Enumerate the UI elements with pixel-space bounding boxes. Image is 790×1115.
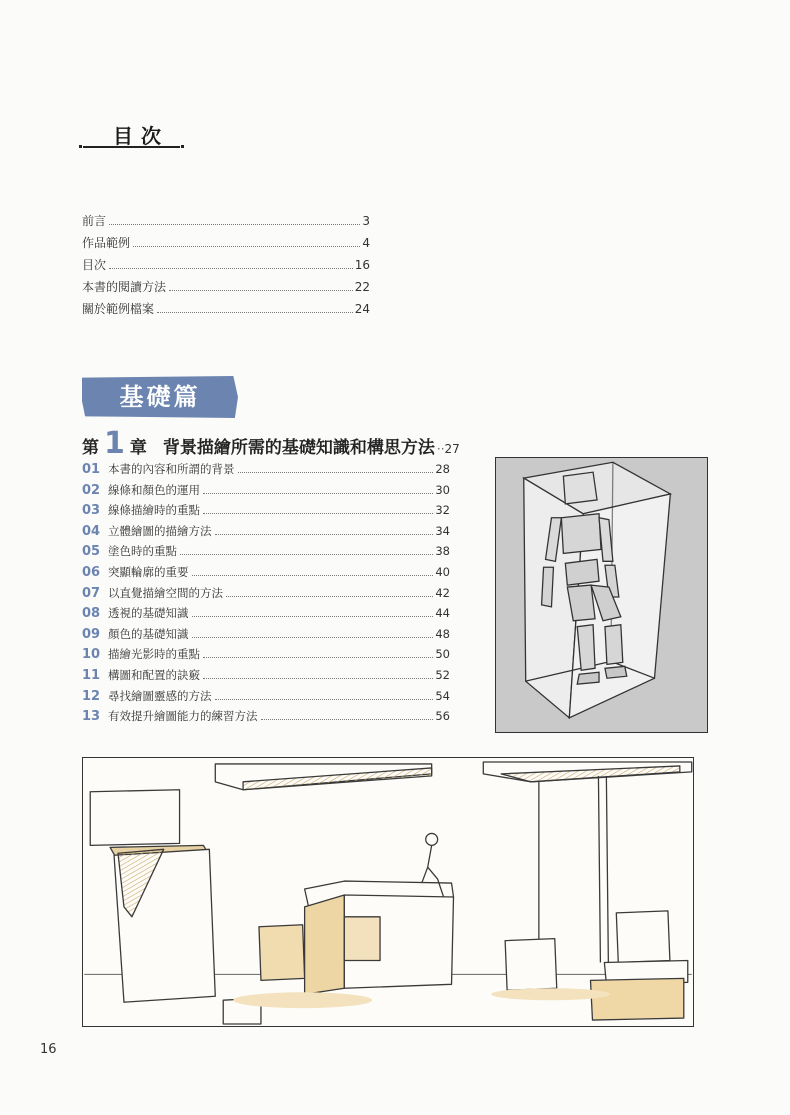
mannequin-sketch xyxy=(496,458,707,732)
item-number: 04 xyxy=(82,523,101,539)
item-label: 立體繪圖的描繪方法 xyxy=(108,523,212,538)
item-label: 線條描繪時的重點 xyxy=(108,503,200,518)
toc-item[interactable] xyxy=(82,626,450,647)
toc-entry-label: 作品範例 xyxy=(82,236,131,250)
item-label: 本書的內容和所謂的背景 xyxy=(108,462,235,476)
toc-item[interactable] xyxy=(82,482,450,503)
item-label: 線條和顏色的運用 xyxy=(108,482,200,497)
item-number: 02 xyxy=(82,482,101,498)
item-label: 突顯輪廓的重要 xyxy=(108,564,189,579)
item-number: 13 xyxy=(82,709,101,725)
mannequin-illustration xyxy=(495,457,708,733)
toc-entry-page: 24 xyxy=(354,302,370,316)
toc-item[interactable] xyxy=(82,502,450,523)
dot-leader xyxy=(192,575,434,576)
dot-leader xyxy=(203,493,433,494)
dot-leader xyxy=(215,534,434,535)
chapter-number: 1 xyxy=(104,426,125,461)
item-number: 08 xyxy=(82,606,101,622)
front-matter-list xyxy=(82,212,370,322)
toc-entry-label: 關於範例檔案 xyxy=(82,302,155,316)
item-label: 顏色的基礎知識 xyxy=(108,626,189,641)
item-page: 42 xyxy=(435,585,450,600)
title-underline xyxy=(83,146,180,148)
item-label: 描繪光影時的重點 xyxy=(108,647,200,662)
toc-entry-label: 本書的閱讀方法 xyxy=(82,280,167,294)
dot-leader xyxy=(169,290,353,291)
toc-item[interactable] xyxy=(82,688,450,709)
chapter-suffix: 章 xyxy=(129,438,147,458)
scene-sketch xyxy=(83,758,693,1026)
item-label: 塗色時的重點 xyxy=(108,544,177,559)
item-label: 透視的基礎知識 xyxy=(108,606,189,621)
item-label: 以直覺描繪空間的方法 xyxy=(108,585,223,600)
item-page: 52 xyxy=(435,667,450,682)
toc-entry-label: 前言 xyxy=(82,214,107,228)
dot-leader xyxy=(192,616,434,617)
item-number: 11 xyxy=(82,667,101,683)
dot-leader xyxy=(261,719,434,720)
dot-leader xyxy=(203,513,433,514)
item-page: 30 xyxy=(435,482,450,497)
toc-item[interactable] xyxy=(82,523,450,544)
item-number: 06 xyxy=(82,564,101,580)
dot-leader xyxy=(192,637,434,638)
dot-leader xyxy=(226,596,433,597)
chapter-title: 背景描繪所需的基礎知識和構思方法 xyxy=(162,438,435,458)
page-number: 16 xyxy=(40,1042,57,1057)
item-label: 有效提升繪圖能力的練習方法 xyxy=(108,709,258,724)
chapter-prefix: 第 xyxy=(82,438,99,458)
dot-leader xyxy=(133,246,360,247)
item-label: 尋找繪圖靈感的方法 xyxy=(108,688,212,703)
toc-item[interactable] xyxy=(82,708,450,729)
item-number: 01 xyxy=(82,462,101,477)
item-page: 28 xyxy=(435,462,450,476)
item-number: 03 xyxy=(82,503,101,519)
item-page: 40 xyxy=(435,564,450,579)
toc-entry-page: 3 xyxy=(362,214,370,228)
page-title: 目次 xyxy=(113,124,169,148)
section-label: 基礎篇 xyxy=(119,383,201,411)
toc-item[interactable] xyxy=(82,646,450,667)
dot-leader xyxy=(109,268,353,269)
toc-entry[interactable] xyxy=(82,212,370,234)
item-number: 07 xyxy=(82,585,101,601)
toc-entry[interactable] xyxy=(82,234,370,256)
chapter-items-list xyxy=(82,461,450,729)
toc-entry-page: 22 xyxy=(354,280,370,294)
toc-entry-page: 16 xyxy=(354,258,370,272)
item-page: 38 xyxy=(435,544,450,559)
toc-item[interactable] xyxy=(82,461,450,482)
item-page: 32 xyxy=(435,503,450,518)
toc-item[interactable] xyxy=(82,585,450,606)
toc-item[interactable] xyxy=(82,667,450,688)
item-number: 10 xyxy=(82,647,101,663)
item-page: 56 xyxy=(435,709,450,724)
item-page: 34 xyxy=(435,523,450,538)
toc-entry[interactable] xyxy=(82,300,370,322)
dot-leader xyxy=(180,554,433,555)
dot-leader xyxy=(157,312,353,313)
item-page: 54 xyxy=(435,688,450,703)
dot-leader: ·· xyxy=(436,442,445,456)
item-page: 44 xyxy=(435,606,450,621)
item-label: 構圖和配置的訣竅 xyxy=(108,667,200,682)
item-page: 50 xyxy=(435,647,450,662)
toc-item[interactable] xyxy=(82,564,450,585)
toc-entry-page: 4 xyxy=(362,236,370,250)
toc-entry[interactable] xyxy=(82,278,370,300)
scene-illustration xyxy=(82,757,694,1027)
chapter-heading[interactable] xyxy=(82,426,460,460)
toc-entry-label: 目次 xyxy=(82,258,107,272)
item-page: 48 xyxy=(435,626,450,641)
toc-entry[interactable] xyxy=(82,256,370,278)
dot-leader xyxy=(238,472,434,473)
dot-leader xyxy=(215,699,434,700)
item-number: 09 xyxy=(82,626,101,642)
toc-item[interactable] xyxy=(82,605,450,626)
dot-leader xyxy=(203,678,433,679)
dot-leader xyxy=(109,224,360,225)
toc-item[interactable] xyxy=(82,543,450,564)
dot-leader xyxy=(203,657,433,658)
item-number: 05 xyxy=(82,544,101,560)
chapter-page: 27 xyxy=(444,442,460,456)
item-number: 12 xyxy=(82,688,101,704)
